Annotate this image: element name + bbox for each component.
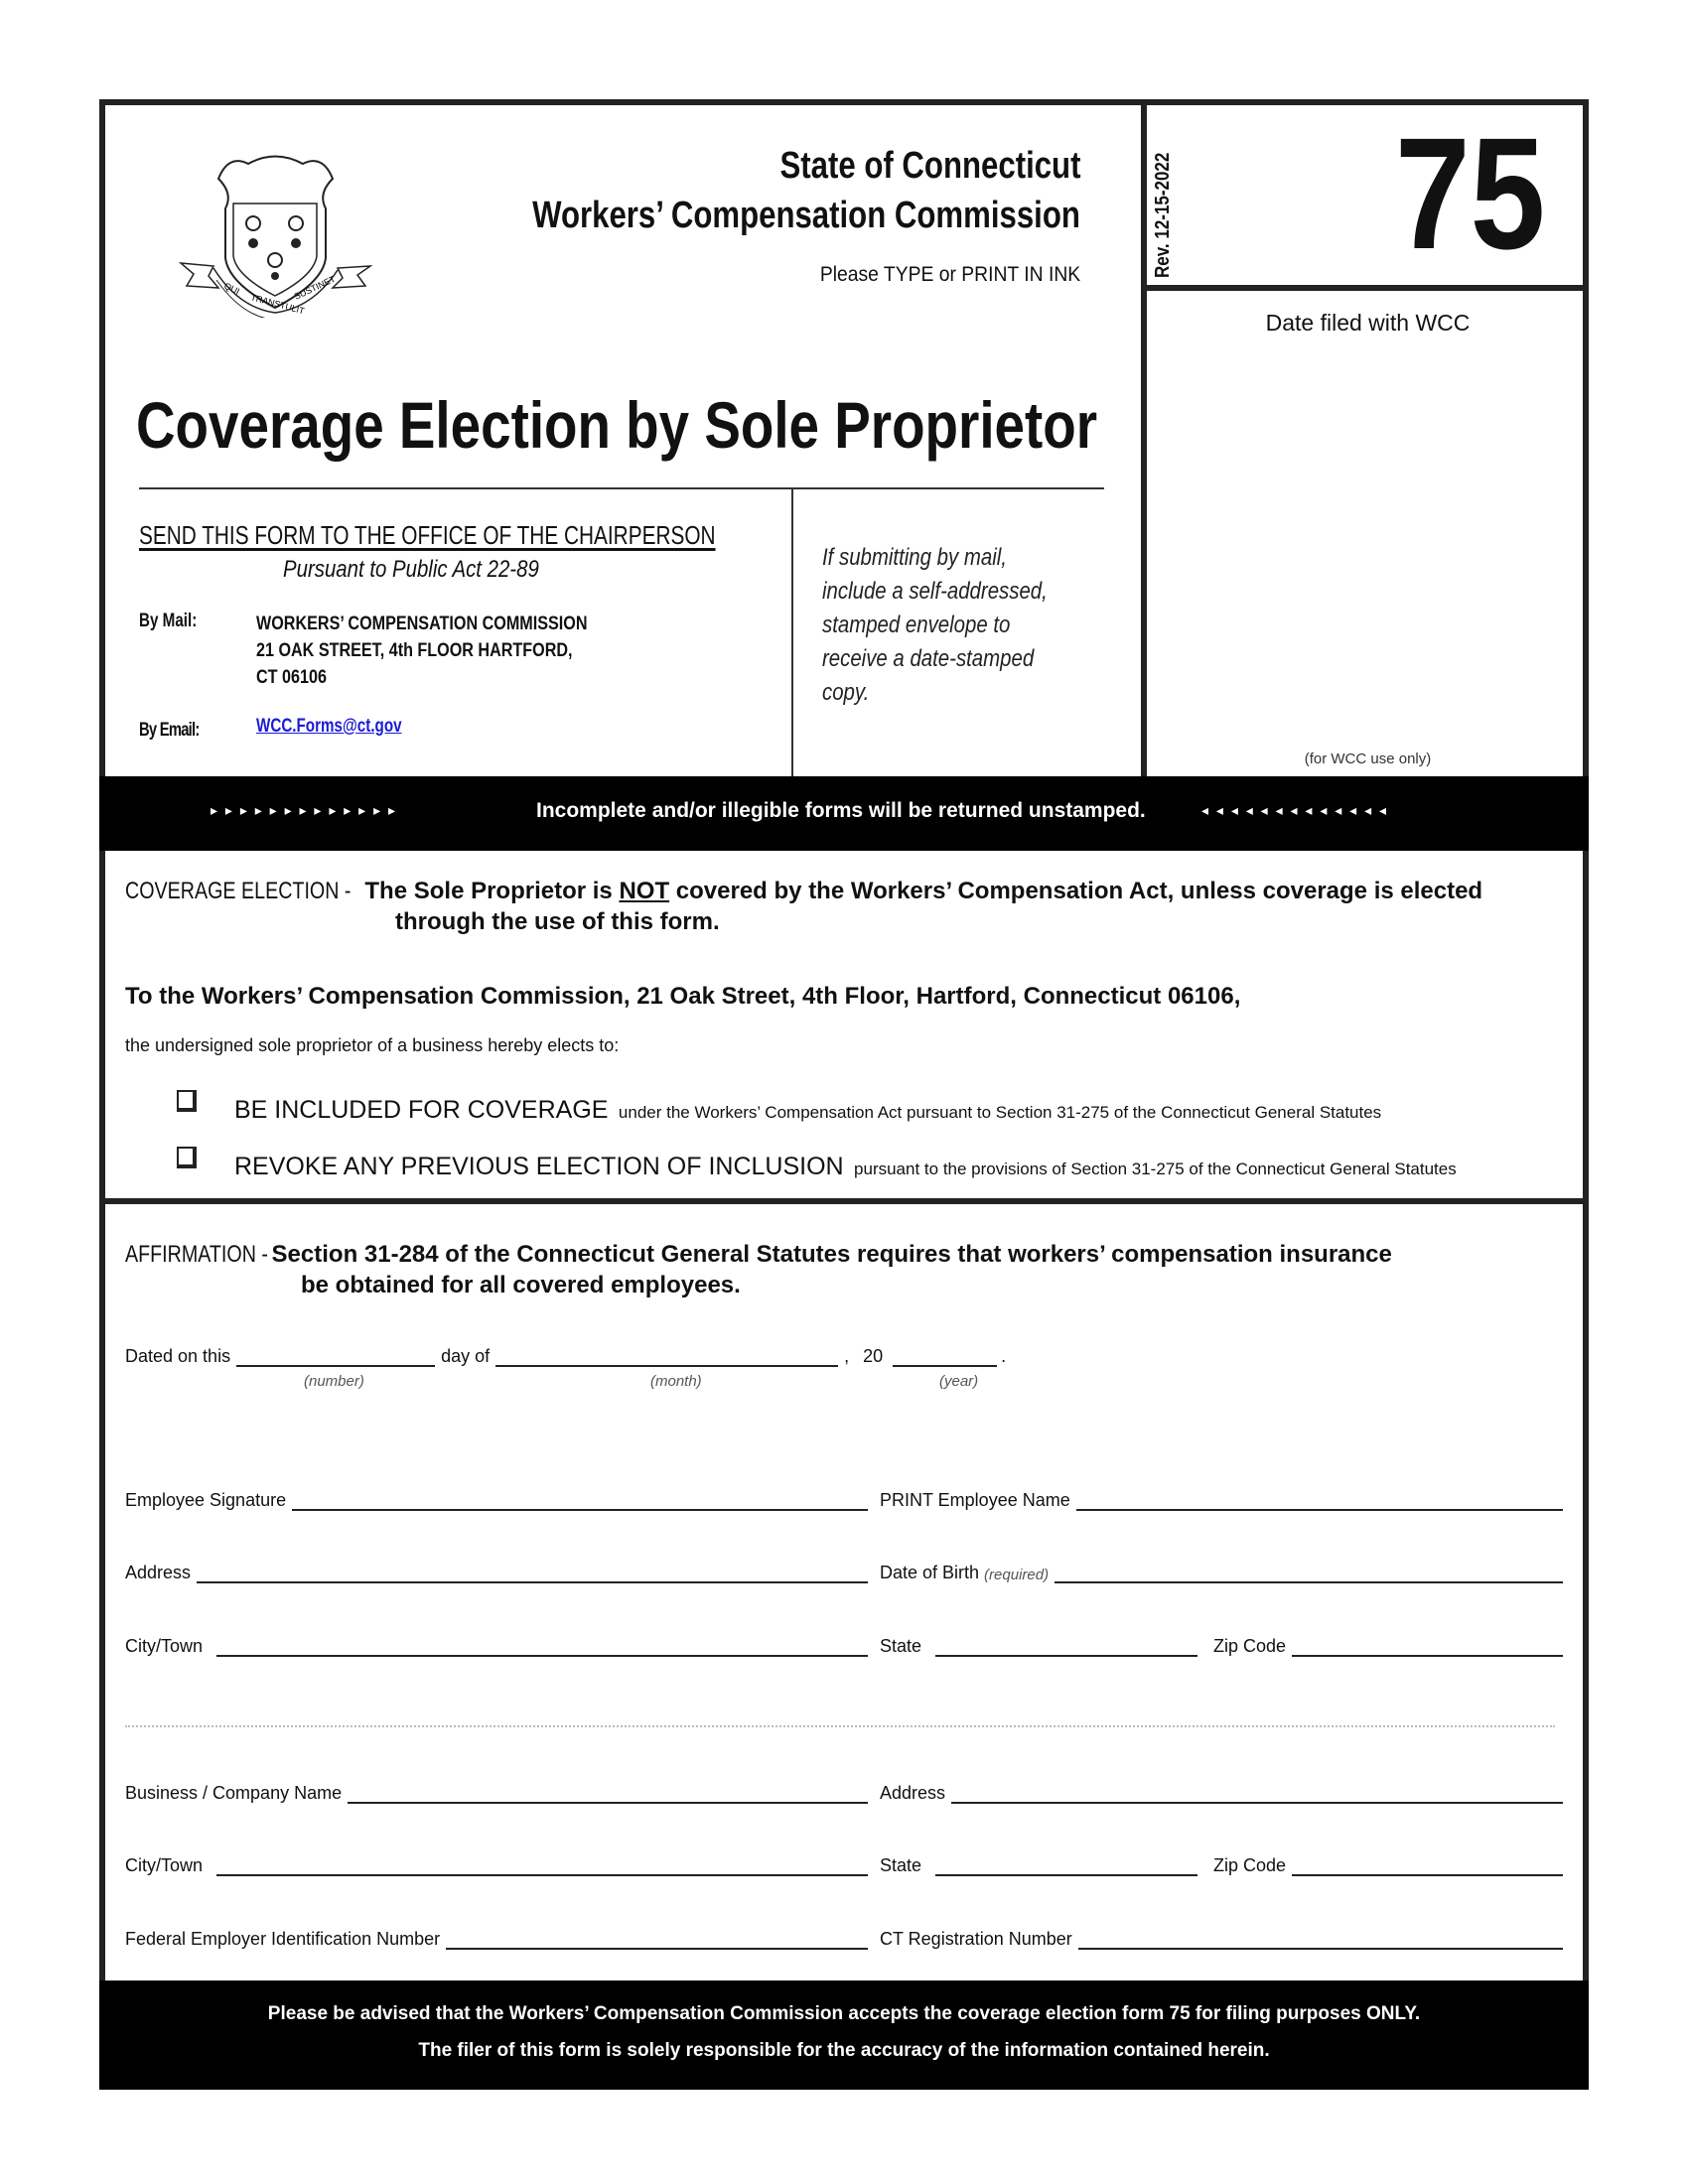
by-mail-label: By Mail: xyxy=(139,611,198,631)
agency-title: Workers’ Compensation Commission xyxy=(532,195,1080,236)
dob-label: Date of Birth xyxy=(880,1563,980,1582)
dated-label: Dated on this xyxy=(125,1346,231,1366)
business-city-field[interactable] xyxy=(216,1854,868,1876)
coverage-divider xyxy=(99,1198,1589,1204)
affirmation-heading: AFFIRMATION - xyxy=(125,1241,268,1268)
mail-note: If submitting by mail, include a self-addressed, stamped envelope to receive a date-stamped copy. xyxy=(822,544,1048,706)
email-link[interactable]: WCC.Forms@ct.gov xyxy=(256,716,402,737)
employee-signature-field[interactable] xyxy=(292,1489,868,1511)
century-label: 20 xyxy=(863,1346,884,1366)
revoke-election-checkbox[interactable] xyxy=(177,1147,197,1168)
addressee: To the Workers’ Compensation Commission, 21 Oak Street, 4th Floor, Hartford, Connecticut 06106, xyxy=(125,983,1241,1010)
include-coverage-label: BE INCLUDED FOR COVERAGE xyxy=(234,1096,609,1124)
form-title: Coverage Election by Sole Proprietor xyxy=(136,388,1098,462)
business-zip-label: Zip Code xyxy=(1213,1855,1287,1875)
svg-text:SUSTINET: SUSTINET xyxy=(292,273,338,302)
form-number-divider xyxy=(1141,285,1589,291)
business-address-field[interactable] xyxy=(951,1782,1563,1804)
left-arrows-icon: ◂ ◂ ◂ ◂ ◂ ◂ ◂ ◂ ◂ ◂ ◂ ◂ ◂ xyxy=(1201,802,1389,818)
employee-signature-label: Employee Signature xyxy=(125,1490,287,1510)
print-name-label: PRINT Employee Name xyxy=(880,1490,1070,1510)
ct-registration-field[interactable] xyxy=(1078,1928,1563,1950)
pursuant-note: Pursuant to Public Act 22-89 xyxy=(283,556,539,583)
day-of-label: day of xyxy=(441,1346,491,1366)
print-instruction: Please TYPE or PRINT IN INK xyxy=(819,263,1080,286)
fein-label: Federal Employer Identification Number xyxy=(125,1929,441,1949)
right-arrows-icon: ▸ ▸ ▸ ▸ ▸ ▸ ▸ ▸ ▸ ▸ ▸ ▸ ▸ xyxy=(211,802,398,818)
day-number-field[interactable] xyxy=(236,1345,435,1367)
coverage-heading: COVERAGE ELECTION - xyxy=(125,878,352,904)
affirmation-text: Section 31-284 of the Connecticut General Statutes requires that workers’ compensation insurance xyxy=(271,1241,1392,1268)
warning-bar xyxy=(99,776,1589,851)
by-email-label: By Email: xyxy=(139,720,200,741)
seal-motto-1: QUI xyxy=(222,280,241,297)
svg-text:TRANSTULIT: TRANSTULIT xyxy=(249,292,306,317)
state-title: State of Connecticut xyxy=(779,145,1080,187)
include-coverage-detail: under the Workers’ Compensation Act pursuant to Section 31-275 of the Connecticut General Statutes xyxy=(618,1103,1382,1122)
hint-month: (month) xyxy=(650,1373,702,1390)
form-number: 75 xyxy=(1395,104,1546,282)
date-filed-label: Date filed with WCC xyxy=(1265,310,1471,336)
wcc-use-only-note: (for WCC use only) xyxy=(1304,751,1432,767)
print-name-field[interactable] xyxy=(1076,1489,1563,1511)
ct-seal-logo xyxy=(179,149,372,318)
employee-zip-label: Zip Code xyxy=(1213,1636,1287,1656)
fein-field[interactable] xyxy=(446,1928,868,1950)
business-city-label: City/Town xyxy=(125,1855,204,1875)
hint-number: (number) xyxy=(304,1373,364,1390)
mail-address: WORKERS’ COMPENSATION COMMISSION 21 OAK STREET, 4th FLOOR HARTFORD, CT 06106 xyxy=(256,614,588,688)
footer-line-2: The filer of this form is solely responsible for the accuracy of the information contained herein. xyxy=(418,2040,1270,2061)
period: . xyxy=(1001,1346,1007,1366)
include-coverage-checkbox[interactable] xyxy=(177,1090,197,1112)
hint-year: (year) xyxy=(939,1373,979,1390)
employee-city-field[interactable] xyxy=(216,1635,868,1657)
revoke-election-detail: pursuant to the provisions of Section 31-275 of the Connecticut General Statutes xyxy=(854,1160,1457,1178)
dob-required-hint: (required) xyxy=(984,1567,1050,1583)
employee-city-label: City/Town xyxy=(125,1636,204,1656)
business-zip-field[interactable] xyxy=(1292,1854,1563,1876)
dotted-separator xyxy=(125,1725,1555,1727)
ct-registration-label: CT Registration Number xyxy=(880,1929,1072,1949)
year-field[interactable] xyxy=(893,1345,997,1367)
employee-state-field[interactable] xyxy=(935,1635,1197,1657)
business-state-field[interactable] xyxy=(935,1854,1197,1876)
coverage-text: The Sole Proprietor is NOT covered by the Workers’ Compensation Act, unless coverage is elected xyxy=(364,878,1483,904)
revoke-election-label: REVOKE ANY PREVIOUS ELECTION OF INCLUSION xyxy=(234,1153,844,1180)
footer-line-1: Please be advised that the Workers’ Compensation Commission accepts the coverage election form 75 for filing purposes ONLY. xyxy=(267,2003,1421,2024)
company-name-field[interactable] xyxy=(348,1782,868,1804)
send-to-heading: SEND THIS FORM TO THE OFFICE OF THE CHAIRPERSON xyxy=(139,520,716,550)
title-rule xyxy=(139,487,1104,489)
dob-field[interactable] xyxy=(1055,1562,1563,1583)
date-filed-field[interactable] xyxy=(1152,342,1579,740)
company-name-label: Business / Company Name xyxy=(125,1783,343,1803)
employee-zip-field[interactable] xyxy=(1292,1635,1563,1657)
business-address-label: Address xyxy=(880,1783,946,1803)
warning-text: Incomplete and/or illegible forms will be returned unstamped. xyxy=(536,799,1146,822)
employee-address-field[interactable] xyxy=(197,1562,868,1583)
employee-state-label: State xyxy=(880,1636,922,1656)
elects-text: the undersigned sole proprietor of a business hereby elects to: xyxy=(125,1035,620,1055)
employee-address-label: Address xyxy=(125,1563,192,1582)
footer-bar xyxy=(99,1980,1589,2090)
comma: , xyxy=(844,1346,850,1366)
affirmation-text-line2: be obtained for all covered employees. xyxy=(301,1272,741,1298)
month-field[interactable] xyxy=(495,1345,838,1367)
revision-date: Rev. 12-15-2022 xyxy=(1152,152,1174,278)
business-state-label: State xyxy=(880,1855,922,1875)
coverage-text-line2: through the use of this form. xyxy=(395,908,720,935)
